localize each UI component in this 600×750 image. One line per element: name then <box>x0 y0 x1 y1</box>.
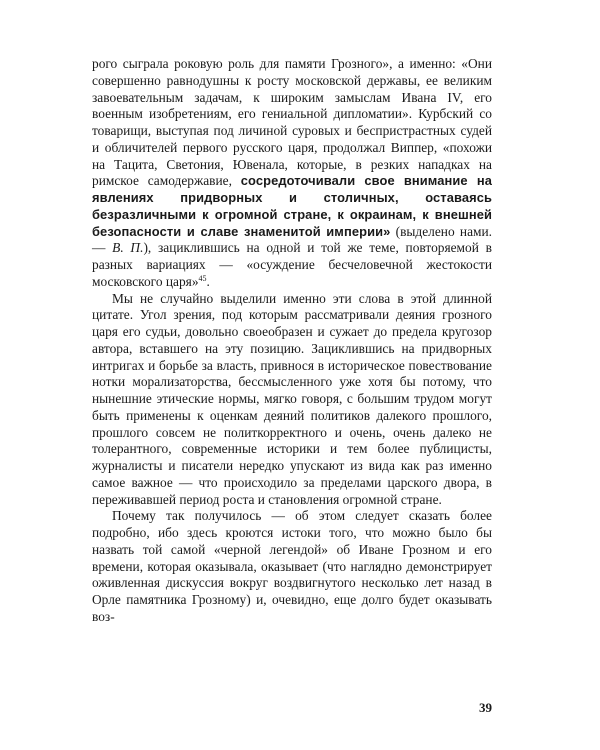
paragraph-1-text-b: (выделено нами. — <box>92 223 492 256</box>
paragraph-2-text: Мы не случайно выделили именно эти слова в этой длинной цитате. Угол зрения, под которым рассматривали деяния грозного царя его судьи, довольно своеобразен и сужает до предела кругозор автора, вставшего на эту позицию. Зациклившись на придворных интригах и борьбе за власть, привнося в историческое повествование нотки морализаторства, бессмысленного уже хотя бы потому, что нынешние этические нормы, мягко говоря, с большим трудом могут быть применены к оценкам деяний политиков далекого прошлого, прошлого совсем не политкорректного и очень, очень далеко не толерантного, современные историки и тем более публицисты, журналисты и писатели нередко упускают из вида как раз именно самое важное — что происходило за пределами царского двора, в переживавшей период роста и становления огромной стране. <box>92 290 492 507</box>
body-text <box>92 56 492 626</box>
paragraph-2 <box>92 291 492 509</box>
paragraph-1-author-initials: В. П. <box>112 240 144 256</box>
paragraph-1-text-d: . <box>206 273 210 289</box>
footnote-ref-45[interactable]: 45 <box>198 273 207 283</box>
paragraph-1 <box>92 56 492 291</box>
paragraph-3 <box>92 508 492 625</box>
paragraph-3-text: Почему так получилось — об этом следует сказать более подробно, ибо здесь кроются истоки того, что можно было бы назвать той самой «черной легендой» об Иване Грозном и его времени, которая оказывала, оказывает (что наглядно демонстрирует оживленная дискуссия вокруг воздвигнутого несколько лет назад в Орле памятника Грозному) и, очевидно, еще долго будет оказывать воз- <box>92 508 492 624</box>
paragraph-1-text-c: ), зациклившись на одной и той же теме, повторяемой в разных вариациях — «осуждение бесчеловечной жестокости московского царя» <box>92 240 492 289</box>
page-number: 39 <box>479 700 492 715</box>
paragraph-1-text-a: рого сыграла роковую роль для памяти Грозного», а именно: «Они совершенно равнодушны к росту московской державы, ее великим завоевательным задачам, к широким замыслам Ивана IV, его военным изобретениям, его гениальной дипломатии». Курбский со товарищи, выступая под личиной суровых и беспристрастных судей и обличителей первого русского царя, продолжал Виппер, «похожи на Тацита, Светония, Ювенала, которые, в резких нападках на римское самодержавие, <box>92 56 492 189</box>
paragraph-1-emphasized-quote: сосредоточивали свое внимание на явлениях придворных и столичных, оставаясь безразличными к огромной стране, к окраинам, к внешней безопасности и славе знаменитой империи» <box>92 173 492 239</box>
